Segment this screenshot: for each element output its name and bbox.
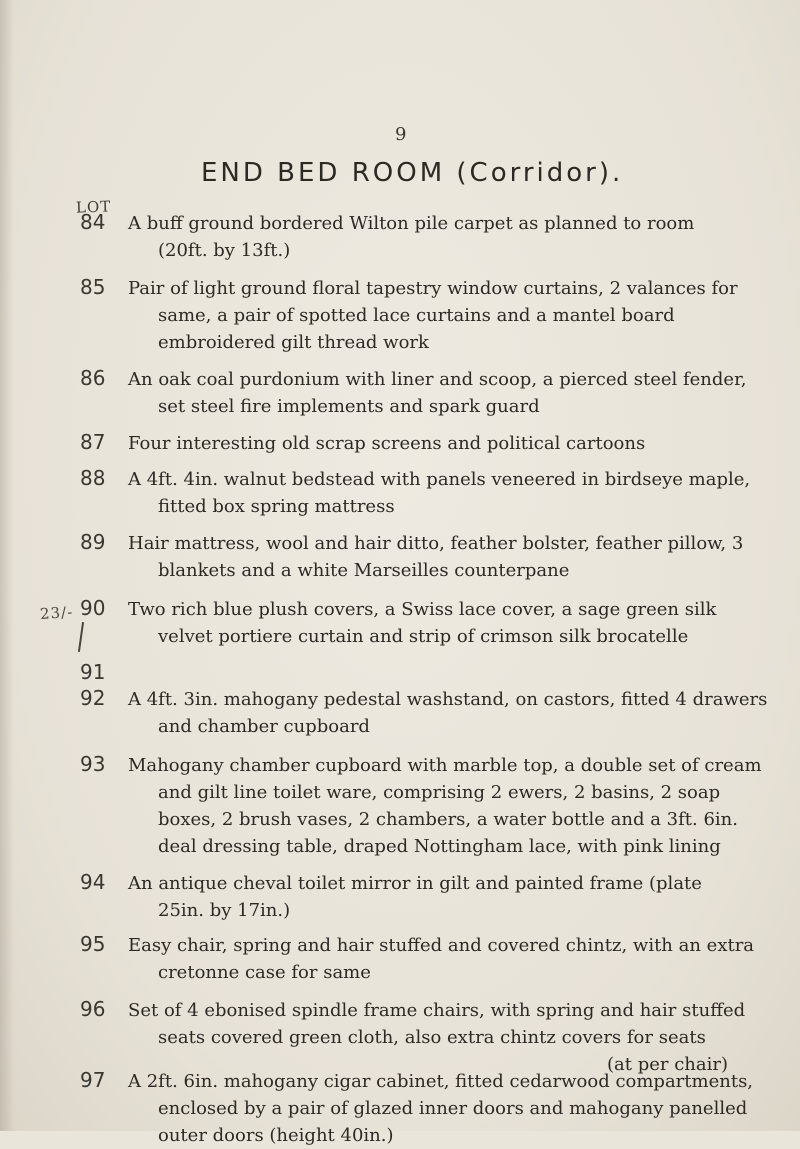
description-line: Mahogany chamber cupboard with marble top, a double set of cream: [128, 755, 762, 776]
description-line: blankets and a white Marseilles counterpane: [158, 560, 570, 581]
description-line: deal dressing table, draped Nottingham lace, with pink lining: [158, 836, 721, 857]
lot-description: [128, 466, 751, 520]
lot-description: [128, 1068, 754, 1149]
description-line: Two rich blue plush covers, a Swiss lace cover, a sage green silk: [128, 599, 717, 620]
lot-number: 87: [80, 430, 106, 454]
page-title: END BED ROOM (Corridor).: [201, 158, 624, 188]
description-line: seats covered green cloth, also extra chintz covers for seats: [158, 1027, 706, 1048]
description-line: embroidered gilt thread work: [158, 332, 429, 353]
lot-description: [128, 210, 728, 264]
lot-description: [128, 530, 744, 584]
lot-description: [128, 686, 768, 740]
description-line: and gilt line toilet ware, comprising 2 ewers, 2 basins, 2 soap: [158, 782, 721, 803]
description-line: Easy chair, spring and hair stuffed and covered chintz, with an extra: [128, 935, 755, 956]
description-line: Pair of light ground floral tapestry window curtains, 2 valances for: [128, 278, 738, 299]
lot-number: 84: [80, 210, 106, 234]
description-line: A 2ft. 6in. mahogany cigar cabinet, fitted cedarwood compartments,: [128, 1071, 754, 1092]
description-line: same, a pair of spotted lace curtains and a mantel board: [158, 305, 675, 326]
description-line: A 4ft. 3in. mahogany pedestal washstand, on castors, fitted 4 drawers: [128, 689, 768, 710]
description-line: fitted box spring mattress: [158, 496, 395, 517]
lot-number: 97: [80, 1068, 106, 1092]
description-line: velvet portiere curtain and strip of crimson silk brocatelle: [158, 626, 689, 647]
lot-description: [128, 932, 755, 986]
description-line: outer doors (height 40in.): [158, 1125, 394, 1146]
handwritten-margin-mark: 23/-: [39, 602, 74, 624]
description-line: cretonne case for same: [158, 962, 371, 983]
description-line: Four interesting old scrap screens and political cartoons: [128, 433, 646, 454]
description-line: A buff ground bordered Wilton pile carpet as planned to room: [128, 213, 695, 234]
page-number: 9: [395, 124, 407, 145]
lot-number: 96: [80, 997, 106, 1021]
lot-description: [128, 870, 728, 924]
handwritten-margin-stroke: [78, 622, 84, 652]
description-line: boxes, 2 brush vases, 2 chambers, a water bottle and a 3ft. 6in.: [158, 809, 738, 830]
lot-number: 95: [80, 932, 106, 956]
lot-description: [128, 275, 738, 356]
lot-number: 92: [80, 686, 106, 710]
description-line: Set of 4 ebonised spindle frame chairs, with spring and hair stuffed: [128, 1000, 746, 1021]
description-line: An antique cheval toilet mirror in gilt and painted frame (plate: [128, 873, 702, 894]
description-line: enclosed by a pair of glazed inner doors and mahogany panelled: [158, 1098, 748, 1119]
description-line: Hair mattress, wool and hair ditto, feather bolster, feather pillow, 3: [128, 533, 744, 554]
description-line: (20ft. by 13ft.): [158, 240, 291, 261]
lot-description: [128, 997, 746, 1078]
lot-number: 90: [80, 596, 106, 620]
page-edge-shadow: [0, 0, 14, 1131]
lot-number: 93: [80, 752, 106, 776]
lot-number: 94: [80, 870, 106, 894]
lot-number: 89: [80, 530, 106, 554]
lot-column-header: LOT: [75, 197, 112, 217]
description-line: An oak coal purdonium with liner and scoop, a pierced steel fender,: [128, 369, 747, 390]
description-line: and chamber cupboard: [158, 716, 370, 737]
lot-number: 88: [80, 466, 106, 490]
lot-description: [128, 752, 762, 860]
lot-description: [128, 430, 728, 457]
description-line: 25in. by 17in.): [158, 900, 291, 921]
lot-number: 86: [80, 366, 106, 390]
lot-number: 85: [80, 275, 106, 299]
lot-description: [128, 596, 728, 650]
description-line: A 4ft. 4in. walnut bedstead with panels veneered in birdseye maple,: [128, 469, 751, 490]
lot-description: [128, 366, 747, 420]
description-line: set steel fire implements and spark guard: [158, 396, 540, 417]
description-line: (at per chair): [607, 1054, 728, 1075]
lot-number: 91: [80, 660, 106, 684]
